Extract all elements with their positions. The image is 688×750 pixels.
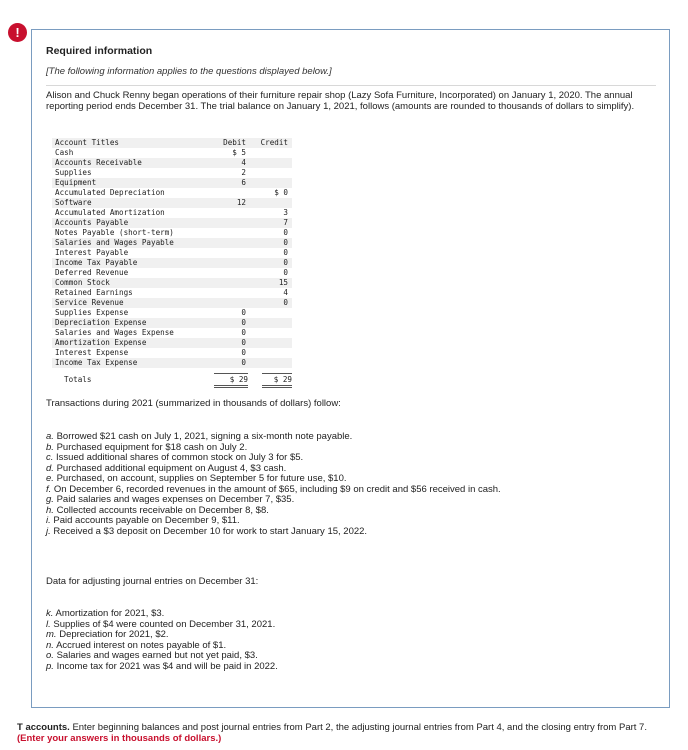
debit-value: 0 (241, 358, 246, 367)
table-row (52, 258, 292, 268)
account-title: Accounts Receivable (55, 158, 142, 167)
footer-text: Enter beginning balances and post journal entries from Part 2, the adjusting journal entries from Part 4, and the closing entry from Part 7. (72, 722, 647, 733)
t-accounts-instructions (17, 722, 677, 744)
transactions-heading: Transactions during 2021 (summarized in thousands of dollars) follow: (46, 398, 341, 409)
account-title: Accumulated Depreciation (55, 188, 165, 197)
table-row (52, 228, 292, 238)
item-text: Received a $3 deposit on December 10 for work to start January 15, 2022. (53, 525, 368, 537)
account-title: Notes Payable (short-term) (55, 228, 174, 237)
item-key: k. (46, 608, 54, 619)
item-text: On December 6, recorded revenues in the amount of $65, including $9 on credit and $56 received in cash. (53, 483, 501, 495)
debit-value: 12 (236, 198, 246, 207)
table-row (52, 338, 292, 348)
item-text: Accrued interest on notes payable of $1. (56, 639, 227, 651)
account-title: Income Tax Payable (55, 258, 138, 267)
item-key: e. (46, 473, 54, 484)
debit-value: 0 (241, 318, 246, 327)
totals-debit: $ 29 (214, 373, 248, 388)
table-row (52, 268, 292, 278)
account-title: Salaries and Wages Expense (55, 328, 174, 337)
account-title: Retained Earnings (55, 288, 133, 297)
table-row (52, 318, 292, 328)
account-title: Income Tax Expense (55, 358, 138, 367)
divider (46, 85, 656, 86)
account-title: Equipment (55, 178, 97, 187)
account-title: Amortization Expense (55, 338, 147, 347)
table-row (52, 158, 292, 168)
debit-value: 0 (241, 338, 246, 347)
table-row (52, 188, 292, 198)
table-row (52, 178, 292, 188)
item-text: Income tax for 2021 was $4 and will be paid in 2022. (56, 660, 278, 672)
credit-value: 0 (283, 258, 288, 267)
table-header (52, 138, 292, 148)
debit-value: 4 (241, 158, 246, 167)
col-debit: Debit (223, 138, 246, 147)
totals-label: Totals (64, 375, 92, 384)
item-key: m. (46, 629, 57, 640)
list-item (46, 527, 501, 538)
col-account-titles: Account Titles (55, 138, 120, 147)
trial-balance-table (52, 138, 292, 388)
table-row (52, 168, 292, 178)
table-row (52, 278, 292, 288)
credit-value: $ 0 (274, 188, 288, 197)
credit-value: 0 (283, 238, 288, 247)
table-row (52, 348, 292, 358)
debit-value: 2 (241, 168, 246, 177)
list-item (46, 662, 278, 673)
debit-value: 0 (241, 308, 246, 317)
account-title: Cash (55, 148, 74, 157)
credit-value: 4 (283, 288, 288, 297)
credit-value: 0 (283, 298, 288, 307)
table-row (52, 328, 292, 338)
credit-value: 0 (283, 228, 288, 237)
debit-value: 0 (241, 328, 246, 337)
adjustments-heading: Data for adjusting journal entries on December 31: (46, 576, 259, 587)
account-title: Interest Expense (55, 348, 129, 357)
account-title: Common Stock (55, 278, 110, 287)
account-title: Salaries and Wages Payable (55, 238, 174, 247)
item-key: a. (46, 431, 54, 442)
account-title: Software (55, 198, 92, 207)
account-title: Accumulated Amortization (55, 208, 165, 217)
alert-icon: ! (8, 23, 27, 42)
item-key: n. (46, 639, 54, 651)
account-title: Service Revenue (55, 298, 124, 307)
totals-row (52, 372, 292, 388)
table-row (52, 238, 292, 248)
table-row (52, 288, 292, 298)
debit-value: 0 (241, 348, 246, 357)
adjustments-list (46, 609, 278, 672)
item-text: Salaries and wages earned but not yet paid, $3. (56, 650, 258, 661)
table-row (52, 308, 292, 318)
account-title: Interest Payable (55, 248, 129, 257)
debit-value: $ 5 (232, 148, 246, 157)
transactions-list (46, 432, 501, 537)
account-title: Supplies Expense (55, 308, 129, 317)
item-text: Issued additional shares of common stock on July 3 for $5. (56, 452, 304, 463)
item-key: l. (46, 618, 51, 630)
credit-value: 3 (283, 208, 288, 217)
col-credit: Credit (260, 138, 288, 147)
table-row (52, 248, 292, 258)
table-row (52, 208, 292, 218)
table-row (52, 198, 292, 208)
credit-value: 7 (283, 218, 288, 227)
item-key: j. (46, 525, 51, 537)
item-key: f. (46, 483, 52, 495)
table-row (52, 148, 292, 158)
account-title: Deferred Revenue (55, 268, 129, 277)
item-text: Purchased additional equipment on August 4, $3 cash. (56, 462, 287, 474)
item-key: o. (46, 650, 54, 661)
item-key: d. (46, 462, 54, 474)
debit-value: 6 (241, 178, 246, 187)
item-key: i. (46, 515, 51, 526)
item-text: Supplies of $4 were counted on December 31, 2021. (53, 618, 276, 630)
item-text: Purchased equipment for $18 cash on July 2. (56, 441, 248, 453)
item-key: h. (46, 504, 54, 516)
item-text: Paid accounts payable on December 9, $11. (53, 515, 240, 526)
item-key: b. (46, 441, 54, 453)
credit-value: 0 (283, 248, 288, 257)
table-row (52, 218, 292, 228)
item-text: Borrowed $21 cash on July 1, 2021, signing a six-month note payable. (56, 431, 353, 442)
item-text: Paid salaries and wages expenses on December 7, $35. (56, 494, 295, 505)
table-row (52, 298, 292, 308)
item-text: Purchased, on account, supplies on September 5 for future use, $10. (56, 473, 347, 484)
credit-value: 15 (278, 278, 288, 287)
item-text: Depreciation for 2021, $2. (59, 629, 169, 640)
item-key: p. (46, 660, 54, 672)
footer-emphasis: (Enter your answers in thousands of dollars.) (17, 733, 222, 744)
credit-value: 0 (283, 268, 288, 277)
footer-label: T accounts. (17, 722, 70, 733)
item-key: g. (46, 494, 54, 505)
intro-paragraph: Alison and Chuck Renny began operations of their furniture repair shop (Lazy Sofa Furniture, Incorporated) on January 1, 2020. The annual reporting period ends December 31. The trial balance on January 1, 2021, follows (amounts are rounded to thousands of dollars to simplify). (46, 90, 635, 112)
subtitle: [The following information applies to the questions displayed below.] (46, 66, 332, 77)
account-title: Supplies (55, 168, 92, 177)
item-text: Amortization for 2021, $3. (55, 608, 165, 619)
table-row (52, 358, 292, 368)
totals-credit: $ 29 (262, 373, 292, 388)
page-title: Required information (46, 45, 153, 57)
account-title: Depreciation Expense (55, 318, 147, 327)
item-key: c. (46, 452, 54, 463)
item-text: Collected accounts receivable on December 8, $8. (56, 504, 269, 516)
account-title: Accounts Payable (55, 218, 129, 227)
